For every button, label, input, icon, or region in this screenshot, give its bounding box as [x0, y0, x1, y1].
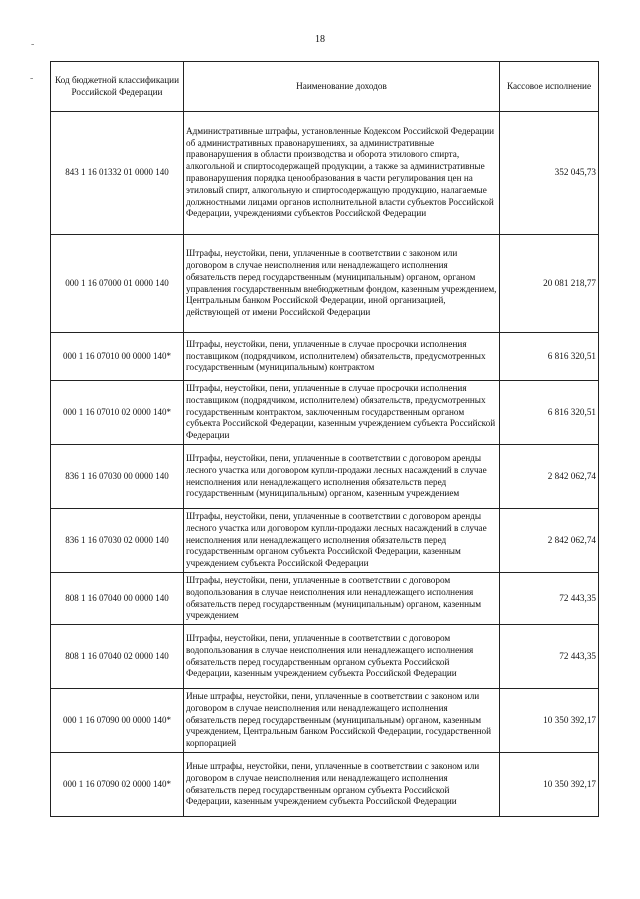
revenue-name: Штрафы, неустойки, пени, уплаченные в соответствии с законом или договором в случае неисполнения или ненадлежащего исполнения обязательств перед государственным (муниципальным) органом, органом управления государственным внебюджетным фондом, казенным учреждением, Центральным банком Российской Федерации, иной организацией, действующей от имени Российской Федерации: [184, 235, 500, 333]
revenue-name: Иные штрафы, неустойки, пени, уплаченные в соответствии с законом или договором в случае неисполнения или ненадлежащего исполнения обязательств перед государственным органом субъекта Российской Федерации, казенным учреждением субъекта Российской Федерации: [184, 753, 500, 817]
table-row: [51, 753, 599, 817]
revenue-table: [50, 61, 599, 817]
budget-code: 000 1 16 07010 02 0000 140*: [51, 381, 184, 445]
cash-amount: 72 443,35: [500, 625, 599, 689]
budget-code: 808 1 16 07040 02 0000 140: [51, 625, 184, 689]
header-name: Наименование доходов: [184, 62, 500, 112]
revenue-name: Иные штрафы, неустойки, пени, уплаченные в соответствии с законом или договором в случае неисполнения или ненадлежащего исполнения обязательств перед государственным (муниципальным) органом, казенным учреждением, Центральным банком Российской Федерации, государственной корпорацией: [184, 689, 500, 753]
scan-mark: -: [31, 39, 35, 50]
cash-amount: 72 443,35: [500, 573, 599, 625]
header-amount: Кассовое исполнение: [500, 62, 599, 112]
table-row: [51, 689, 599, 753]
cash-amount: 10 350 392,17: [500, 689, 599, 753]
cash-amount: 6 816 320,51: [500, 333, 599, 381]
table-row: [51, 445, 599, 509]
revenue-name: Штрафы, неустойки, пени, уплаченные в случае просрочки исполнения поставщиком (подрядчиком, исполнителем) обязательств, предусмотренных государственным (муниципальным) контрактом: [184, 333, 500, 381]
budget-code: 836 1 16 07030 02 0000 140: [51, 509, 184, 573]
cash-amount: 20 081 218,77: [500, 235, 599, 333]
revenue-name: Штрафы, неустойки, пени, уплаченные в соответствии с договором аренды лесного участка или договором купли-продажи лесных насаждений в случае неисполнения или ненадлежащего исполнения обязательств перед государственным органом субъекта Российской Федерации, казенным учреждением субъекта Российской Федерации: [184, 509, 500, 573]
cash-amount: 352 045,73: [500, 112, 599, 235]
table-row: [51, 381, 599, 445]
revenue-name: Штрафы, неустойки, пени, уплаченные в случае просрочки исполнения поставщиком (подрядчиком, исполнителем) обязательств, предусмотренных государственным контрактом, заключенным государственным органом субъекта Российской Федерации, казенным учреждением субъекта Российской Федерации: [184, 381, 500, 445]
cash-amount: 2 842 062,74: [500, 445, 599, 509]
revenue-name: Штрафы, неустойки, пени, уплаченные в соответствии с договором водопользования в случае неисполнения или ненадлежащего исполнения обязательств перед государственным (муниципальным) органом, казенным учреждением: [184, 573, 500, 625]
table-row: [51, 333, 599, 381]
table-row: [51, 573, 599, 625]
budget-code: 836 1 16 07030 00 0000 140: [51, 445, 184, 509]
cash-amount: 10 350 392,17: [500, 753, 599, 817]
budget-code: 808 1 16 07040 00 0000 140: [51, 573, 184, 625]
revenue-name: Штрафы, неустойки, пени, уплаченные в соответствии с договором водопользования в случае неисполнения или ненадлежащего исполнения обязательств перед государственным органом субъекта Российской Федерации, казенным учреждением субъекта Российской Федерации: [184, 625, 500, 689]
revenue-name: Штрафы, неустойки, пени, уплаченные в соответствии с договором аренды лесного участка или договором купли-продажи лесных насаждений в случае неисполнения или ненадлежащего исполнения обязательств перед государственным (муниципальным) органом, казенным учреждением: [184, 445, 500, 509]
budget-code: 000 1 16 07010 00 0000 140*: [51, 333, 184, 381]
table-row: [51, 509, 599, 573]
revenue-name: Административные штрафы, установленные Кодексом Российской Федерации об административных правонарушениях, за административные правонарушения в области производства и оборота этилового спирта, алкогольной и спиртосодержащей продукции, а также за административные правонарушения порядка ценообразования в части регулирования цен на этиловый спирт, алкогольную и спиртосодержащую продукцию, налагаемые должностными лицами органов исполнительной власти субъектов Российской Федерации, учреждениями субъектов Российской Федерации: [184, 112, 500, 235]
table-row: [51, 235, 599, 333]
budget-code: 000 1 16 07090 02 0000 140*: [51, 753, 184, 817]
table-header-row: [51, 62, 599, 112]
scan-mark: -: [30, 73, 34, 84]
page-number: 18: [315, 34, 325, 45]
table-row: [51, 625, 599, 689]
budget-code: 843 1 16 01332 01 0000 140: [51, 112, 184, 235]
table-row: [51, 112, 599, 235]
header-code: Код бюджетной классификации Российской Федерации: [51, 62, 184, 112]
cash-amount: 6 816 320,51: [500, 381, 599, 445]
cash-amount: 2 842 062,74: [500, 509, 599, 573]
budget-code: 000 1 16 07090 00 0000 140*: [51, 689, 184, 753]
budget-code: 000 1 16 07000 01 0000 140: [51, 235, 184, 333]
